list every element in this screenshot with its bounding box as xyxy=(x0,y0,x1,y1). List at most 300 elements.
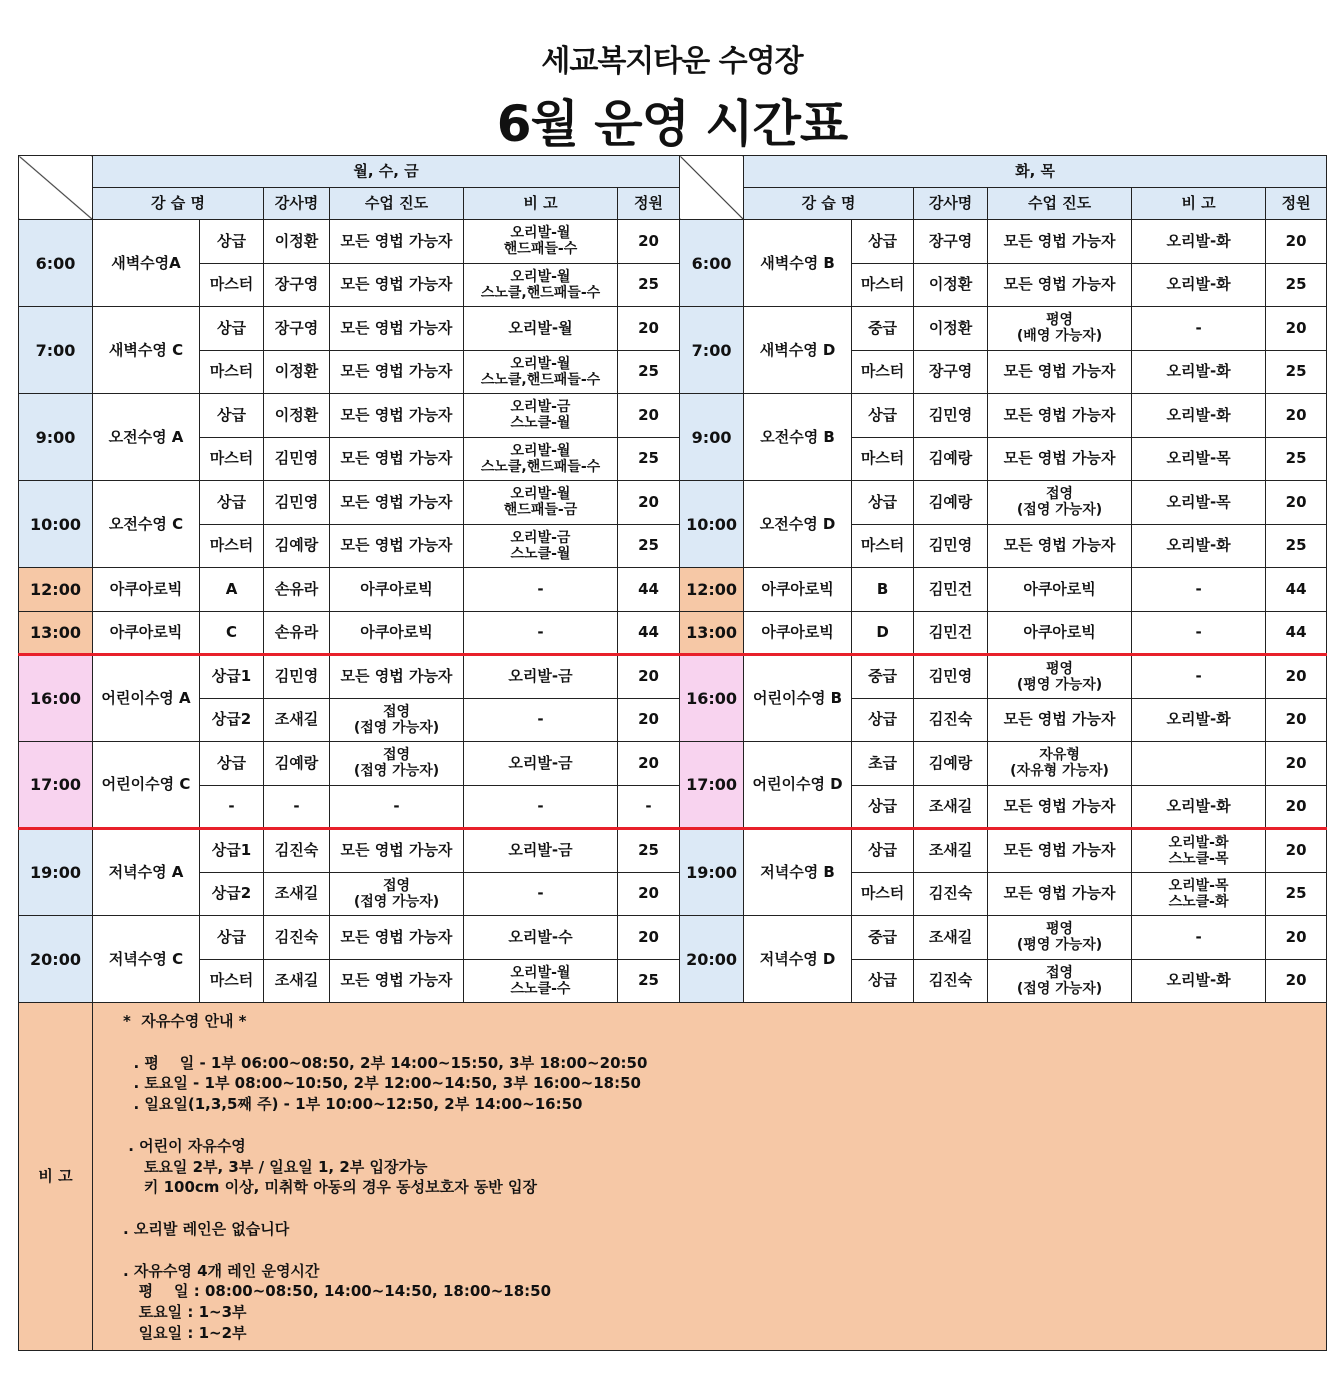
note-cell-line: 오리발-화 xyxy=(1166,231,1231,250)
note-cell xyxy=(1132,568,1266,612)
class-name: 저녁수영 C xyxy=(93,916,200,1003)
note-cell-line: 스노클-목 xyxy=(1168,850,1229,867)
capacity-cell: 20 xyxy=(1266,916,1327,960)
instructor-cell: 김진숙 xyxy=(264,829,330,873)
progress-cell-line: (접영 가능자) xyxy=(353,719,440,736)
instructor-cell: 김예랑 xyxy=(914,481,988,525)
capacity-cell: 44 xyxy=(618,611,680,655)
progress-cell xyxy=(988,437,1132,481)
capacity-cell: 20 xyxy=(1266,785,1327,829)
class-name: 어린이수영 C xyxy=(93,742,200,829)
note-cell-line: - xyxy=(1195,622,1202,641)
capacity-cell: 25 xyxy=(618,959,680,1003)
note-cell xyxy=(1132,872,1266,916)
progress-cell-line: 아쿠아로빅 xyxy=(360,579,433,598)
level-cell: 상급2 xyxy=(200,698,264,742)
time-slot: 6:00 xyxy=(19,220,93,307)
progress-cell xyxy=(330,263,464,307)
time-slot: 7:00 xyxy=(680,307,744,394)
progress-cell-line: 모든 영법 가능자 xyxy=(340,536,453,555)
instructor-cell: 김민영 xyxy=(264,481,330,525)
capacity-cell: 20 xyxy=(1266,220,1327,264)
level-cell: 상급1 xyxy=(200,829,264,873)
memo-line: 토요일 2부, 3부 / 일요일 1, 2부 입장가능 xyxy=(123,1157,428,1176)
level-cell: 중급 xyxy=(852,655,914,699)
note-cell xyxy=(1132,307,1266,351)
progress-cell-line: 모든 영법 가능자 xyxy=(1003,405,1116,424)
time-slot: 13:00 xyxy=(19,611,93,655)
progress-cell xyxy=(988,220,1132,264)
instructor-cell: 장구영 xyxy=(914,350,988,394)
capacity-cell: 20 xyxy=(1266,655,1327,699)
class-name: 저녁수영 B xyxy=(744,829,852,916)
note-cell xyxy=(1132,524,1266,568)
time-slot: 19:00 xyxy=(19,829,93,916)
progress-cell xyxy=(330,220,464,264)
time-slot: 16:00 xyxy=(19,655,93,742)
time-slot: 10:00 xyxy=(19,481,93,568)
schedule-table xyxy=(18,155,1327,1351)
note-cell-line: 스노클,핸드패들-수 xyxy=(480,458,601,475)
memo-line: * 자유수영 안내 * xyxy=(123,1012,247,1030)
time-slot: 20:00 xyxy=(19,916,93,1003)
note-cell-line: - xyxy=(537,579,544,598)
capacity-cell: 20 xyxy=(1266,829,1327,873)
capacity-cell: 25 xyxy=(618,524,680,568)
memo-line: . 평 일 - 1부 06:00~08:50, 2부 14:00~15:50, 3부 18:00~20:50 xyxy=(123,1053,648,1072)
level-cell: 상급 xyxy=(852,220,914,264)
note-cell xyxy=(464,220,618,264)
instructor-cell: 김예랑 xyxy=(264,742,330,786)
instructor-cell: 김진숙 xyxy=(264,916,330,960)
note-cell xyxy=(464,394,618,438)
progress-cell-line: (평영 가능자) xyxy=(1016,676,1103,693)
note-cell-line: 핸드패들-금 xyxy=(503,502,578,519)
instructor-cell: 김민영 xyxy=(914,655,988,699)
progress-cell xyxy=(330,959,464,1003)
table-row xyxy=(19,437,1327,481)
time-slot: 12:00 xyxy=(680,568,744,612)
progress-cell xyxy=(330,350,464,394)
progress-cell-line: 접영 xyxy=(1046,964,1074,981)
instructor-cell: 김예랑 xyxy=(914,437,988,481)
capacity-cell: - xyxy=(618,785,680,829)
level-cell: 상급 xyxy=(200,742,264,786)
progress-cell-line: 자유형 xyxy=(1039,747,1080,764)
level-cell: 상급1 xyxy=(200,655,264,699)
level-cell: 마스터 xyxy=(200,524,264,568)
instructor-cell: 손유라 xyxy=(264,568,330,612)
progress-cell-line: (평영 가능자) xyxy=(1016,937,1103,954)
progress-cell-line: (자유형 가능자) xyxy=(1010,763,1109,780)
note-cell xyxy=(1132,829,1266,873)
instructor-cell: 이정환 xyxy=(264,350,330,394)
progress-cell xyxy=(988,350,1132,394)
note-cell xyxy=(464,872,618,916)
progress-cell xyxy=(330,698,464,742)
progress-cell-line: 모든 영법 가능자 xyxy=(340,971,453,990)
note-cell xyxy=(464,611,618,655)
table-row xyxy=(19,350,1327,394)
memo-line xyxy=(123,1240,1326,1261)
level-cell: 마스터 xyxy=(200,263,264,307)
instructor-cell: 장구영 xyxy=(264,263,330,307)
table-row xyxy=(19,394,1327,438)
table-row xyxy=(19,872,1327,916)
time-slot: 6:00 xyxy=(680,220,744,307)
note-cell-line: 오리발-금 xyxy=(510,399,571,416)
capacity-cell: 20 xyxy=(618,698,680,742)
class-name: 어린이수영 D xyxy=(744,742,852,829)
progress-cell-line: (접영 가능자) xyxy=(353,763,440,780)
progress-cell xyxy=(330,394,464,438)
note-cell-line: - xyxy=(1195,318,1202,337)
level-cell: 마스터 xyxy=(852,524,914,568)
table-row xyxy=(19,698,1327,742)
level-cell: 마스터 xyxy=(852,437,914,481)
note-cell-line: 오리발-화 xyxy=(1166,971,1231,990)
class-name: 새벽수영A xyxy=(93,220,200,307)
progress-cell-line: 모든 영법 가능자 xyxy=(1003,449,1116,468)
progress-cell xyxy=(988,611,1132,655)
level-cell: 마스터 xyxy=(852,263,914,307)
capacity-cell: 20 xyxy=(1266,394,1327,438)
capacity-cell: 20 xyxy=(1266,481,1327,525)
note-cell xyxy=(1132,350,1266,394)
progress-cell xyxy=(988,698,1132,742)
note-cell-line: 오리발-월 xyxy=(510,268,571,285)
level-cell: 상급 xyxy=(852,394,914,438)
progress-cell xyxy=(988,263,1132,307)
instructor-cell: 조새길 xyxy=(264,698,330,742)
progress-cell-line: 접영 xyxy=(382,747,411,764)
note-cell xyxy=(464,350,618,394)
class-name: 아쿠아로빅 xyxy=(744,568,852,612)
time-slot: 16:00 xyxy=(680,655,744,742)
level-cell: 상급 xyxy=(200,394,264,438)
progress-cell-line: 모든 영법 가능자 xyxy=(340,362,453,381)
note-cell-line: 스노클-월 xyxy=(510,545,571,562)
note-cell-line: - xyxy=(1195,579,1202,598)
level-cell: C xyxy=(200,611,264,655)
memo-content xyxy=(93,1003,1327,1351)
col-header-note-left: 비 고 xyxy=(464,188,618,220)
capacity-cell: 20 xyxy=(618,916,680,960)
note-cell xyxy=(1132,742,1266,786)
instructor-cell: 조새길 xyxy=(914,785,988,829)
note-cell xyxy=(1132,959,1266,1003)
instructor-cell: 조새길 xyxy=(264,872,330,916)
table-row xyxy=(19,307,1327,351)
capacity-cell: 25 xyxy=(1266,872,1327,916)
note-cell-line: 오리발-월 xyxy=(510,486,571,503)
instructor-cell: 이정환 xyxy=(264,394,330,438)
level-cell: 마스터 xyxy=(200,437,264,481)
note-cell-line: 오리발-목 xyxy=(1168,877,1229,894)
note-cell-line: 오리발-금 xyxy=(508,841,573,860)
class-name: 어린이수영 A xyxy=(93,655,200,742)
note-cell xyxy=(464,481,618,525)
progress-cell xyxy=(330,916,464,960)
note-cell xyxy=(464,698,618,742)
progress-cell-line: 모든 영법 가능자 xyxy=(1003,536,1116,555)
time-slot: 12:00 xyxy=(19,568,93,612)
progress-cell-line: (접영 가능자) xyxy=(353,893,440,910)
progress-cell xyxy=(330,568,464,612)
note-cell-line: 핸드패들-수 xyxy=(503,241,578,258)
note-cell-line: 오리발-월 xyxy=(510,225,571,242)
note-cell-line: 오리발-금 xyxy=(508,753,573,772)
progress-cell-line: 모든 영법 가능자 xyxy=(1003,796,1116,815)
note-cell-line: 오리발-화 xyxy=(1166,405,1231,424)
level-cell: B xyxy=(852,568,914,612)
instructor-cell: 김민영 xyxy=(914,524,988,568)
class-name: 오전수영 D xyxy=(744,481,852,568)
time-slot: 7:00 xyxy=(19,307,93,394)
progress-cell-line: 모든 영법 가능자 xyxy=(1003,231,1116,250)
progress-cell-line: 모든 영법 가능자 xyxy=(340,841,453,860)
note-cell-line: 오리발-수 xyxy=(508,927,573,946)
progress-cell-line: 모든 영법 가능자 xyxy=(1003,841,1116,860)
capacity-cell: 20 xyxy=(618,394,680,438)
time-slot: 17:00 xyxy=(19,742,93,829)
progress-cell-line: (접영 가능자) xyxy=(1016,502,1103,519)
level-cell: 상급 xyxy=(852,481,914,525)
note-cell-line: 오리발-월 xyxy=(510,442,571,459)
progress-cell-line: (접영 가능자) xyxy=(1016,980,1103,997)
time-slot: 10:00 xyxy=(680,481,744,568)
level-cell: - xyxy=(200,785,264,829)
level-cell: 마스터 xyxy=(200,350,264,394)
note-cell xyxy=(1132,437,1266,481)
note-cell-line: 오리발-월 xyxy=(510,964,571,981)
table-row xyxy=(19,568,1327,612)
table-row xyxy=(19,916,1327,960)
progress-cell xyxy=(988,524,1132,568)
instructor-cell: 김민영 xyxy=(264,437,330,481)
note-cell-line: 오리발-금 xyxy=(510,529,571,546)
progress-cell xyxy=(988,872,1132,916)
progress-cell xyxy=(988,785,1132,829)
instructor-cell: 이정환 xyxy=(264,220,330,264)
col-header-instructor-left: 강사명 xyxy=(264,188,330,220)
instructor-cell: 김민영 xyxy=(914,394,988,438)
progress-cell xyxy=(330,655,464,699)
memo-line: 일요일 : 1~2부 xyxy=(123,1323,247,1342)
note-cell-line: 스노클-월 xyxy=(510,415,571,432)
class-name: 새벽수영 C xyxy=(93,307,200,394)
note-cell-line: - xyxy=(537,710,544,729)
time-slot: 9:00 xyxy=(680,394,744,481)
progress-cell xyxy=(988,307,1132,351)
note-cell-line: 스노클-화 xyxy=(1168,893,1229,910)
level-cell: 상급2 xyxy=(200,872,264,916)
level-cell: 중급 xyxy=(852,307,914,351)
time-slot: 9:00 xyxy=(19,394,93,481)
level-cell: 상급 xyxy=(200,916,264,960)
capacity-cell: 20 xyxy=(1266,307,1327,351)
progress-cell xyxy=(988,916,1132,960)
time-slot: 19:00 xyxy=(680,829,744,916)
table-row xyxy=(19,785,1327,829)
progress-cell-line: - xyxy=(393,796,400,815)
note-cell xyxy=(1132,481,1266,525)
capacity-cell: 25 xyxy=(618,350,680,394)
progress-cell xyxy=(988,742,1132,786)
progress-cell xyxy=(988,959,1132,1003)
progress-cell xyxy=(330,872,464,916)
note-cell xyxy=(1132,263,1266,307)
level-cell: 상급 xyxy=(852,785,914,829)
level-cell: A xyxy=(200,568,264,612)
instructor-cell: 김민영 xyxy=(264,655,330,699)
col-header-capacity-left: 정원 xyxy=(618,188,680,220)
days-header-left: 월, 수, 금 xyxy=(93,156,680,188)
progress-cell-line: (배영 가능자) xyxy=(1016,328,1103,345)
level-cell: 상급 xyxy=(200,307,264,351)
note-cell-line: 오리발-화 xyxy=(1168,834,1229,851)
table-row xyxy=(19,263,1327,307)
instructor-cell: 조새길 xyxy=(914,916,988,960)
table-row xyxy=(19,481,1327,525)
progress-cell xyxy=(988,394,1132,438)
instructor-cell: 김진숙 xyxy=(914,698,988,742)
capacity-cell: 20 xyxy=(1266,959,1327,1003)
progress-cell-line: 모든 영법 가능자 xyxy=(340,927,453,946)
progress-cell-line: 모든 영법 가능자 xyxy=(1003,710,1116,729)
level-cell: D xyxy=(852,611,914,655)
level-cell: 상급 xyxy=(852,959,914,1003)
table-row xyxy=(19,742,1327,786)
memo-line xyxy=(123,1032,1326,1053)
progress-cell xyxy=(330,307,464,351)
instructor-cell: 김민건 xyxy=(914,568,988,612)
capacity-cell: 20 xyxy=(1266,742,1327,786)
instructor-cell: - xyxy=(264,785,330,829)
class-name: 아쿠아로빅 xyxy=(93,568,200,612)
memo-line: 토요일 : 1~3부 xyxy=(123,1303,247,1322)
table-row xyxy=(19,655,1327,699)
memo-line: . 일요일(1,3,5째 주) - 1부 10:00~12:50, 2부 14:00~16:50 xyxy=(123,1095,583,1114)
note-cell-line: 오리발-목 xyxy=(1166,492,1231,511)
progress-cell-line: 모든 영법 가능자 xyxy=(340,275,453,294)
note-cell xyxy=(1132,655,1266,699)
capacity-cell: 20 xyxy=(618,655,680,699)
note-cell-line: 오리발-화 xyxy=(1166,536,1231,555)
note-cell-line: 스노클,핸드패들-수 xyxy=(480,371,601,388)
time-slot: 13:00 xyxy=(680,611,744,655)
progress-cell-line: 평영 xyxy=(1046,921,1074,938)
capacity-cell: 25 xyxy=(1266,350,1327,394)
memo-line: . 어린이 자유수영 xyxy=(123,1136,246,1155)
capacity-cell: 44 xyxy=(1266,611,1327,655)
instructor-cell: 김진숙 xyxy=(914,959,988,1003)
note-cell-line: - xyxy=(537,796,544,815)
progress-cell xyxy=(988,481,1132,525)
progress-cell xyxy=(988,829,1132,873)
progress-cell-line: 아쿠아로빅 xyxy=(360,622,433,641)
note-cell xyxy=(464,263,618,307)
instructor-cell: 김진숙 xyxy=(914,872,988,916)
progress-cell-line: 모든 영법 가능자 xyxy=(340,231,453,250)
progress-cell-line: 아쿠아로빅 xyxy=(1023,622,1096,641)
memo-line: 평 일 : 08:00~08:50, 14:00~14:50, 18:00~18:50 xyxy=(123,1282,552,1301)
note-cell xyxy=(1132,916,1266,960)
progress-cell-line: 모든 영법 가능자 xyxy=(340,318,453,337)
progress-cell xyxy=(988,655,1132,699)
note-cell xyxy=(464,742,618,786)
memo-line: 키 100cm 이상, 미취학 아동의 경우 동성보호자 동반 입장 xyxy=(123,1178,537,1197)
note-cell-line: - xyxy=(1195,927,1202,946)
memo-line xyxy=(123,1198,1326,1219)
progress-cell xyxy=(330,785,464,829)
capacity-cell: 20 xyxy=(618,481,680,525)
table-row xyxy=(19,959,1327,1003)
instructor-cell: 김민건 xyxy=(914,611,988,655)
class-name: 어린이수영 B xyxy=(744,655,852,742)
class-name: 오전수영 B xyxy=(744,394,852,481)
note-cell xyxy=(1132,698,1266,742)
progress-cell-line: 모든 영법 가능자 xyxy=(340,405,453,424)
instructor-cell: 손유라 xyxy=(264,611,330,655)
corner-cell-left xyxy=(19,156,93,220)
memo-line xyxy=(123,1115,1326,1136)
note-cell-line: 오리발-월 xyxy=(510,355,571,372)
capacity-cell: 25 xyxy=(618,829,680,873)
capacity-cell: 44 xyxy=(1266,568,1327,612)
note-cell-line: - xyxy=(1195,667,1202,686)
note-cell-line: 오리발-월 xyxy=(508,318,573,337)
note-cell xyxy=(464,959,618,1003)
capacity-cell: 25 xyxy=(1266,437,1327,481)
progress-cell-line: 모든 영법 가능자 xyxy=(1003,275,1116,294)
memo-line: . 자유수영 4개 레인 운영시간 xyxy=(123,1261,320,1280)
instructor-cell: 김예랑 xyxy=(264,524,330,568)
corner-cell-right xyxy=(680,156,744,220)
instructor-cell: 장구영 xyxy=(264,307,330,351)
progress-cell-line: 모든 영법 가능자 xyxy=(340,667,453,686)
capacity-cell: 25 xyxy=(618,437,680,481)
note-cell-line: 오리발-금 xyxy=(508,667,573,686)
col-header-progress-left: 수업 진도 xyxy=(330,188,464,220)
table-row xyxy=(19,611,1327,655)
note-cell-line: - xyxy=(537,884,544,903)
progress-cell xyxy=(330,437,464,481)
instructor-cell: 조새길 xyxy=(264,959,330,1003)
note-cell-line: - xyxy=(537,622,544,641)
page-title: 세교복지타운 수영장 xyxy=(541,44,803,79)
table-row xyxy=(19,829,1327,873)
class-name: 오전수영 C xyxy=(93,481,200,568)
note-cell xyxy=(464,829,618,873)
memo-line: . 토요일 - 1부 08:00~10:50, 2부 12:00~14:50, 3부 16:00~18:50 xyxy=(123,1074,641,1093)
note-cell xyxy=(464,916,618,960)
progress-cell xyxy=(330,742,464,786)
capacity-cell: 20 xyxy=(618,872,680,916)
note-cell-line: 오리발-화 xyxy=(1166,362,1231,381)
memo-label: 비 고 xyxy=(19,1003,93,1351)
instructor-cell: 장구영 xyxy=(914,220,988,264)
note-cell xyxy=(1132,611,1266,655)
progress-cell xyxy=(330,611,464,655)
note-cell-line: 오리발-화 xyxy=(1166,796,1231,815)
col-header-progress-right: 수업 진도 xyxy=(988,188,1132,220)
col-header-instructor-right: 강사명 xyxy=(914,188,988,220)
progress-cell-line: 모든 영법 가능자 xyxy=(340,449,453,468)
level-cell: 초급 xyxy=(852,742,914,786)
note-cell xyxy=(464,655,618,699)
instructor-cell: 이정환 xyxy=(914,307,988,351)
